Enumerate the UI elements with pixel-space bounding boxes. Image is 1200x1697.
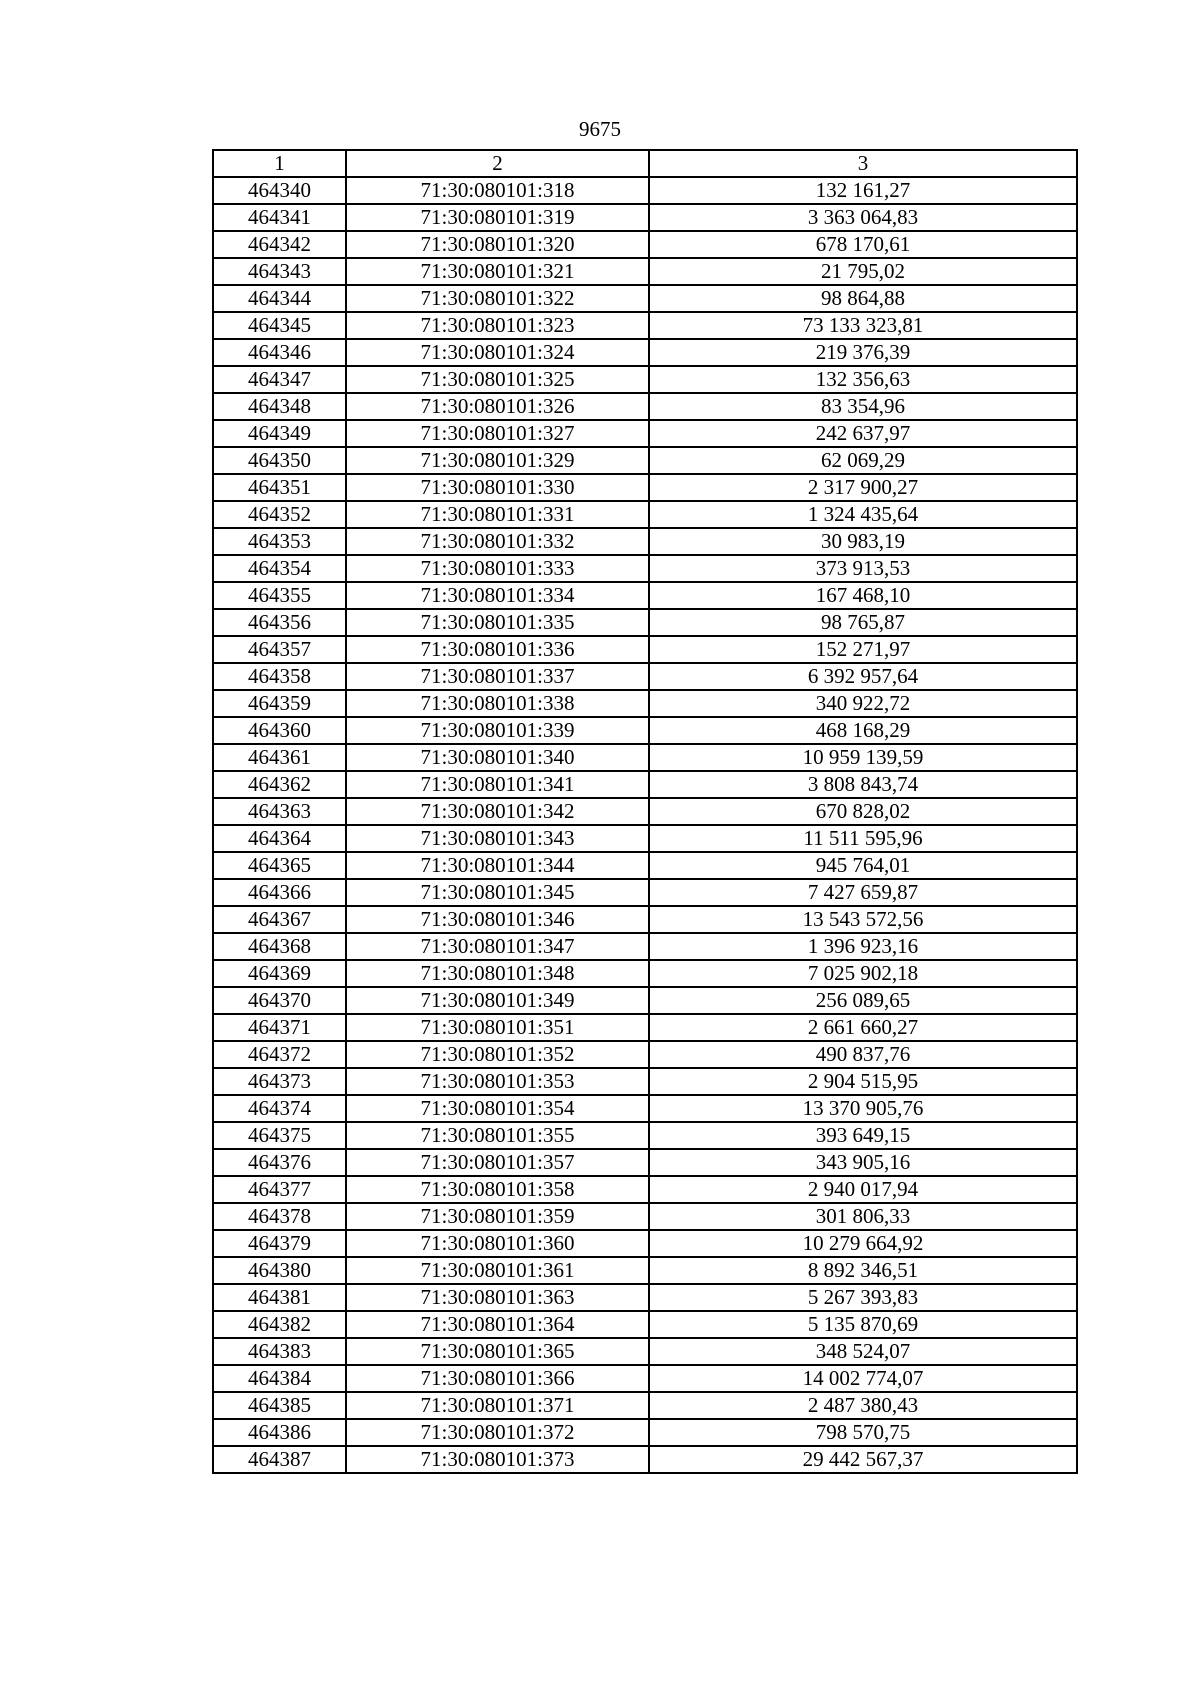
cell-cadastral-number: 71:30:080101:349 (346, 987, 649, 1014)
table-row (213, 366, 1077, 393)
cell-value: 348 524,07 (649, 1338, 1077, 1365)
cell-value: 468 168,29 (649, 717, 1077, 744)
cell-value: 98 765,87 (649, 609, 1077, 636)
cell-value: 62 069,29 (649, 447, 1077, 474)
cell-value: 14 002 774,07 (649, 1365, 1077, 1392)
cell-cadastral-number: 71:30:080101:355 (346, 1122, 649, 1149)
table-row (213, 609, 1077, 636)
cell-number: 464363 (213, 798, 346, 825)
cell-cadastral-number: 71:30:080101:357 (346, 1149, 649, 1176)
cell-value: 242 637,97 (649, 420, 1077, 447)
column-header-1: 1 (213, 150, 346, 177)
cell-number: 464361 (213, 744, 346, 771)
cell-value: 2 904 515,95 (649, 1068, 1077, 1095)
cell-number: 464346 (213, 339, 346, 366)
cell-cadastral-number: 71:30:080101:332 (346, 528, 649, 555)
cell-cadastral-number: 71:30:080101:339 (346, 717, 649, 744)
cell-number: 464371 (213, 1014, 346, 1041)
cell-cadastral-number: 71:30:080101:340 (346, 744, 649, 771)
cell-number: 464362 (213, 771, 346, 798)
cell-cadastral-number: 71:30:080101:321 (346, 258, 649, 285)
table-row (213, 1149, 1077, 1176)
table-row (213, 1419, 1077, 1446)
table-row (213, 393, 1077, 420)
cell-number: 464360 (213, 717, 346, 744)
cell-number: 464350 (213, 447, 346, 474)
cell-number: 464359 (213, 690, 346, 717)
cell-number: 464345 (213, 312, 346, 339)
cell-value: 340 922,72 (649, 690, 1077, 717)
cell-value: 670 828,02 (649, 798, 1077, 825)
cell-cadastral-number: 71:30:080101:338 (346, 690, 649, 717)
column-header-3: 3 (649, 150, 1077, 177)
cell-number: 464364 (213, 825, 346, 852)
cell-number: 464382 (213, 1311, 346, 1338)
cell-number: 464377 (213, 1176, 346, 1203)
cell-value: 2 487 380,43 (649, 1392, 1077, 1419)
table-row (213, 1446, 1077, 1473)
cell-number: 464340 (213, 177, 346, 204)
cell-cadastral-number: 71:30:080101:344 (346, 852, 649, 879)
cell-cadastral-number: 71:30:080101:318 (346, 177, 649, 204)
cell-number: 464349 (213, 420, 346, 447)
cell-number: 464372 (213, 1041, 346, 1068)
page-number: 9675 (579, 117, 621, 141)
cell-value: 2 940 017,94 (649, 1176, 1077, 1203)
cell-cadastral-number: 71:30:080101:337 (346, 663, 649, 690)
cell-cadastral-number: 71:30:080101:345 (346, 879, 649, 906)
table-row (213, 528, 1077, 555)
table-row (213, 1311, 1077, 1338)
cell-number: 464380 (213, 1257, 346, 1284)
cell-number: 464381 (213, 1284, 346, 1311)
column-header-2: 2 (346, 150, 649, 177)
cell-number: 464353 (213, 528, 346, 555)
cell-cadastral-number: 71:30:080101:361 (346, 1257, 649, 1284)
table-row (213, 555, 1077, 582)
table-row (213, 1230, 1077, 1257)
table-row (213, 1014, 1077, 1041)
cell-value: 7 025 902,18 (649, 960, 1077, 987)
cell-value: 98 864,88 (649, 285, 1077, 312)
table-row (213, 258, 1077, 285)
cell-value: 8 892 346,51 (649, 1257, 1077, 1284)
cell-number: 464347 (213, 366, 346, 393)
table-row (213, 501, 1077, 528)
cell-cadastral-number: 71:30:080101:336 (346, 636, 649, 663)
cell-number: 464366 (213, 879, 346, 906)
cell-number: 464379 (213, 1230, 346, 1257)
cell-number: 464344 (213, 285, 346, 312)
cell-number: 464368 (213, 933, 346, 960)
cell-value: 2 661 660,27 (649, 1014, 1077, 1041)
cell-value: 21 795,02 (649, 258, 1077, 285)
header-row (213, 150, 1077, 177)
table-row (213, 177, 1077, 204)
cell-cadastral-number: 71:30:080101:373 (346, 1446, 649, 1473)
table-row (213, 420, 1077, 447)
cell-cadastral-number: 71:30:080101:343 (346, 825, 649, 852)
table-row (213, 474, 1077, 501)
cell-value: 10 279 664,92 (649, 1230, 1077, 1257)
cell-value: 167 468,10 (649, 582, 1077, 609)
cell-cadastral-number: 71:30:080101:363 (346, 1284, 649, 1311)
cell-number: 464378 (213, 1203, 346, 1230)
cell-number: 464365 (213, 852, 346, 879)
cell-number: 464386 (213, 1419, 346, 1446)
cell-cadastral-number: 71:30:080101:335 (346, 609, 649, 636)
table-row (213, 636, 1077, 663)
cell-cadastral-number: 71:30:080101:334 (346, 582, 649, 609)
cell-value: 29 442 567,37 (649, 1446, 1077, 1473)
cell-cadastral-number: 71:30:080101:322 (346, 285, 649, 312)
cell-number: 464358 (213, 663, 346, 690)
cell-cadastral-number: 71:30:080101:323 (346, 312, 649, 339)
table-row (213, 690, 1077, 717)
cell-value: 7 427 659,87 (649, 879, 1077, 906)
table-row (213, 285, 1077, 312)
table-row (213, 1284, 1077, 1311)
cell-value: 490 837,76 (649, 1041, 1077, 1068)
table-row (213, 1392, 1077, 1419)
cell-number: 464383 (213, 1338, 346, 1365)
cell-cadastral-number: 71:30:080101:331 (346, 501, 649, 528)
cell-number: 464370 (213, 987, 346, 1014)
cell-cadastral-number: 71:30:080101:360 (346, 1230, 649, 1257)
cell-cadastral-number: 71:30:080101:351 (346, 1014, 649, 1041)
cell-number: 464367 (213, 906, 346, 933)
table-row (213, 879, 1077, 906)
cell-cadastral-number: 71:30:080101:329 (346, 447, 649, 474)
cell-value: 10 959 139,59 (649, 744, 1077, 771)
table-row (213, 663, 1077, 690)
cell-value: 73 133 323,81 (649, 312, 1077, 339)
cell-value: 132 161,27 (649, 177, 1077, 204)
cell-cadastral-number: 71:30:080101:346 (346, 906, 649, 933)
cell-value: 83 354,96 (649, 393, 1077, 420)
cell-number: 464373 (213, 1068, 346, 1095)
cell-value: 393 649,15 (649, 1122, 1077, 1149)
cell-cadastral-number: 71:30:080101:354 (346, 1095, 649, 1122)
cell-value: 3 808 843,74 (649, 771, 1077, 798)
cell-number: 464385 (213, 1392, 346, 1419)
cell-value: 1 396 923,16 (649, 933, 1077, 960)
table-header (213, 150, 1077, 177)
cell-cadastral-number: 71:30:080101:352 (346, 1041, 649, 1068)
cell-cadastral-number: 71:30:080101:364 (346, 1311, 649, 1338)
cell-number: 464351 (213, 474, 346, 501)
cell-value: 6 392 957,64 (649, 663, 1077, 690)
cell-value: 3 363 064,83 (649, 204, 1077, 231)
cell-value: 2 317 900,27 (649, 474, 1077, 501)
table-row (213, 852, 1077, 879)
cell-value: 219 376,39 (649, 339, 1077, 366)
cell-value: 678 170,61 (649, 231, 1077, 258)
cell-number: 464374 (213, 1095, 346, 1122)
table-row (213, 1338, 1077, 1365)
cell-value: 152 271,97 (649, 636, 1077, 663)
table-row (213, 231, 1077, 258)
cell-cadastral-number: 71:30:080101:348 (346, 960, 649, 987)
table-row (213, 798, 1077, 825)
table-row (213, 582, 1077, 609)
cell-number: 464375 (213, 1122, 346, 1149)
cell-number: 464387 (213, 1446, 346, 1473)
data-table (212, 149, 1078, 1474)
cell-cadastral-number: 71:30:080101:353 (346, 1068, 649, 1095)
cell-cadastral-number: 71:30:080101:347 (346, 933, 649, 960)
cell-cadastral-number: 71:30:080101:319 (346, 204, 649, 231)
table-body (213, 177, 1077, 1473)
cell-value: 343 905,16 (649, 1149, 1077, 1176)
cell-cadastral-number: 71:30:080101:372 (346, 1419, 649, 1446)
table-row (213, 339, 1077, 366)
cell-number: 464369 (213, 960, 346, 987)
table-row (213, 1041, 1077, 1068)
cell-cadastral-number: 71:30:080101:325 (346, 366, 649, 393)
cell-number: 464343 (213, 258, 346, 285)
cell-number: 464342 (213, 231, 346, 258)
table-row (213, 771, 1077, 798)
table-row (213, 906, 1077, 933)
cell-value: 301 806,33 (649, 1203, 1077, 1230)
cell-number: 464356 (213, 609, 346, 636)
table-row (213, 1095, 1077, 1122)
table-row (213, 1365, 1077, 1392)
cell-value: 5 135 870,69 (649, 1311, 1077, 1338)
table-row (213, 987, 1077, 1014)
cell-cadastral-number: 71:30:080101:366 (346, 1365, 649, 1392)
table-row (213, 744, 1077, 771)
cell-number: 464357 (213, 636, 346, 663)
table-row (213, 204, 1077, 231)
cell-value: 13 370 905,76 (649, 1095, 1077, 1122)
table-row (213, 1257, 1077, 1284)
cell-value: 5 267 393,83 (649, 1284, 1077, 1311)
cell-value: 132 356,63 (649, 366, 1077, 393)
table-row (213, 1068, 1077, 1095)
table-row (213, 825, 1077, 852)
table-row (213, 1122, 1077, 1149)
cell-cadastral-number: 71:30:080101:359 (346, 1203, 649, 1230)
cell-number: 464384 (213, 1365, 346, 1392)
cell-number: 464376 (213, 1149, 346, 1176)
table-row (213, 312, 1077, 339)
cell-cadastral-number: 71:30:080101:342 (346, 798, 649, 825)
cell-number: 464352 (213, 501, 346, 528)
cell-value: 256 089,65 (649, 987, 1077, 1014)
cell-cadastral-number: 71:30:080101:320 (346, 231, 649, 258)
table-row (213, 717, 1077, 744)
cell-value: 13 543 572,56 (649, 906, 1077, 933)
cell-number: 464341 (213, 204, 346, 231)
table-row (213, 1203, 1077, 1230)
cell-cadastral-number: 71:30:080101:333 (346, 555, 649, 582)
table-row (213, 960, 1077, 987)
table-row (213, 447, 1077, 474)
cell-cadastral-number: 71:30:080101:358 (346, 1176, 649, 1203)
table-row (213, 1176, 1077, 1203)
cell-cadastral-number: 71:30:080101:330 (346, 474, 649, 501)
cell-cadastral-number: 71:30:080101:326 (346, 393, 649, 420)
cell-value: 373 913,53 (649, 555, 1077, 582)
cell-number: 464348 (213, 393, 346, 420)
cell-cadastral-number: 71:30:080101:327 (346, 420, 649, 447)
cell-cadastral-number: 71:30:080101:341 (346, 771, 649, 798)
table-row (213, 933, 1077, 960)
cell-number: 464354 (213, 555, 346, 582)
cell-cadastral-number: 71:30:080101:324 (346, 339, 649, 366)
cell-value: 30 983,19 (649, 528, 1077, 555)
cell-value: 945 764,01 (649, 852, 1077, 879)
cell-cadastral-number: 71:30:080101:371 (346, 1392, 649, 1419)
cell-value: 1 324 435,64 (649, 501, 1077, 528)
cell-number: 464355 (213, 582, 346, 609)
cell-value: 798 570,75 (649, 1419, 1077, 1446)
cell-cadastral-number: 71:30:080101:365 (346, 1338, 649, 1365)
cell-value: 11 511 595,96 (649, 825, 1077, 852)
